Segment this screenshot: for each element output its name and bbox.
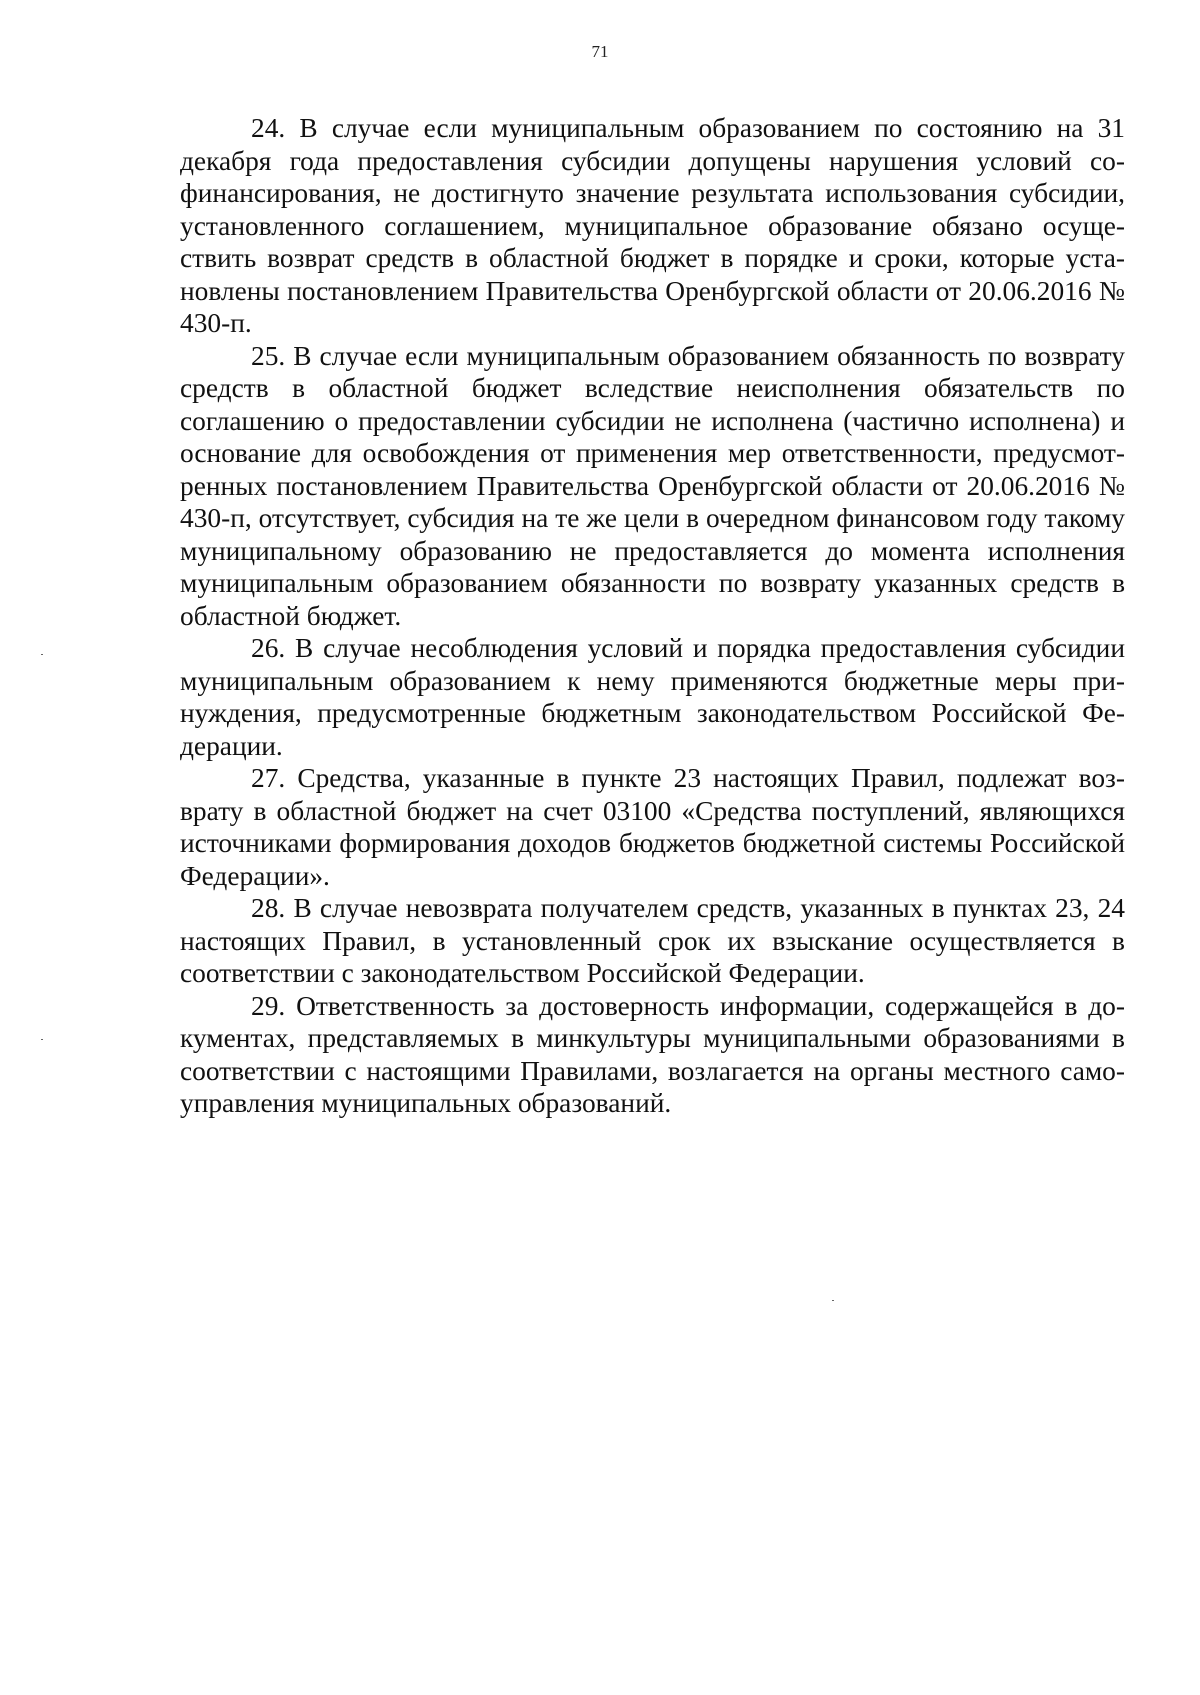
scan-artifact (41, 1039, 43, 1040)
paragraph-26: 26. В случае несоблюдения условий и порядка предоставления субсидии муниципальным образованием к нему применяются бюджетные меры принуждения, предусмотренные бюджетным законодательством Российской Федерации. (180, 633, 1125, 761)
paragraph-24: 24. В случае если муниципальным образованием по состоянию на 31 декабря года предоставления субсидии допущены нарушения условий софинансирования, не достигнуто значение результата использования субсидии, установленного соглашением, муниципальное образование обязано осуществить возврат средств в областной бюджет в порядке и сроки, которые установлены постановлением Правительства Оренбургской области от 20.06.2016 № 430-п. (180, 113, 1125, 338)
page-number: 71 (591, 42, 609, 61)
document-body (180, 112, 1125, 1120)
paragraph-29: 29. Ответственность за достоверность информации, содержащейся в документах, представляемых в минкультуры муниципальными образованиями в соответствии с настоящими Правилами, возлагается на органы местного самоуправления муниципальных образований. (180, 990, 1125, 1118)
scan-artifact (832, 1300, 834, 1301)
paragraph-28: 28. В случае невозврата получателем средств, указанных в пунктах 23, 24 настоящих Правил, в установленный срок их взыскание осуществляется в соответствии с законодательством Российской Федерации. (180, 893, 1125, 988)
paragraph-27: 27. Средства, указанные в пункте 23 настоящих Правил, подлежат возврату в областной бюджет на счет 03100 «Средства поступлений, являющихся источниками формирования доходов бюджетов бюджетной системы Российской Федерации». (180, 763, 1125, 891)
paragraph-25: 25. В случае если муниципальным образованием обязанность по возврату средств в областной бюджет вследствие неисполнения обязательств по соглашению о предоставлении субсидии не исполнена (частично исполнена) и основание для освобождения от применения мер ответственности, предусмотренных постановлением Правительства Оренбургской области от 20.06.2016 № 430-п, отсутствует, субсидия на те же цели в очередном финансовом году такому муниципальному образованию не предоставляется до момента исполнения муниципальным образованием обязанности по возврату указанных средств в областной бюджет. (180, 340, 1125, 631)
scan-artifact (41, 654, 43, 655)
